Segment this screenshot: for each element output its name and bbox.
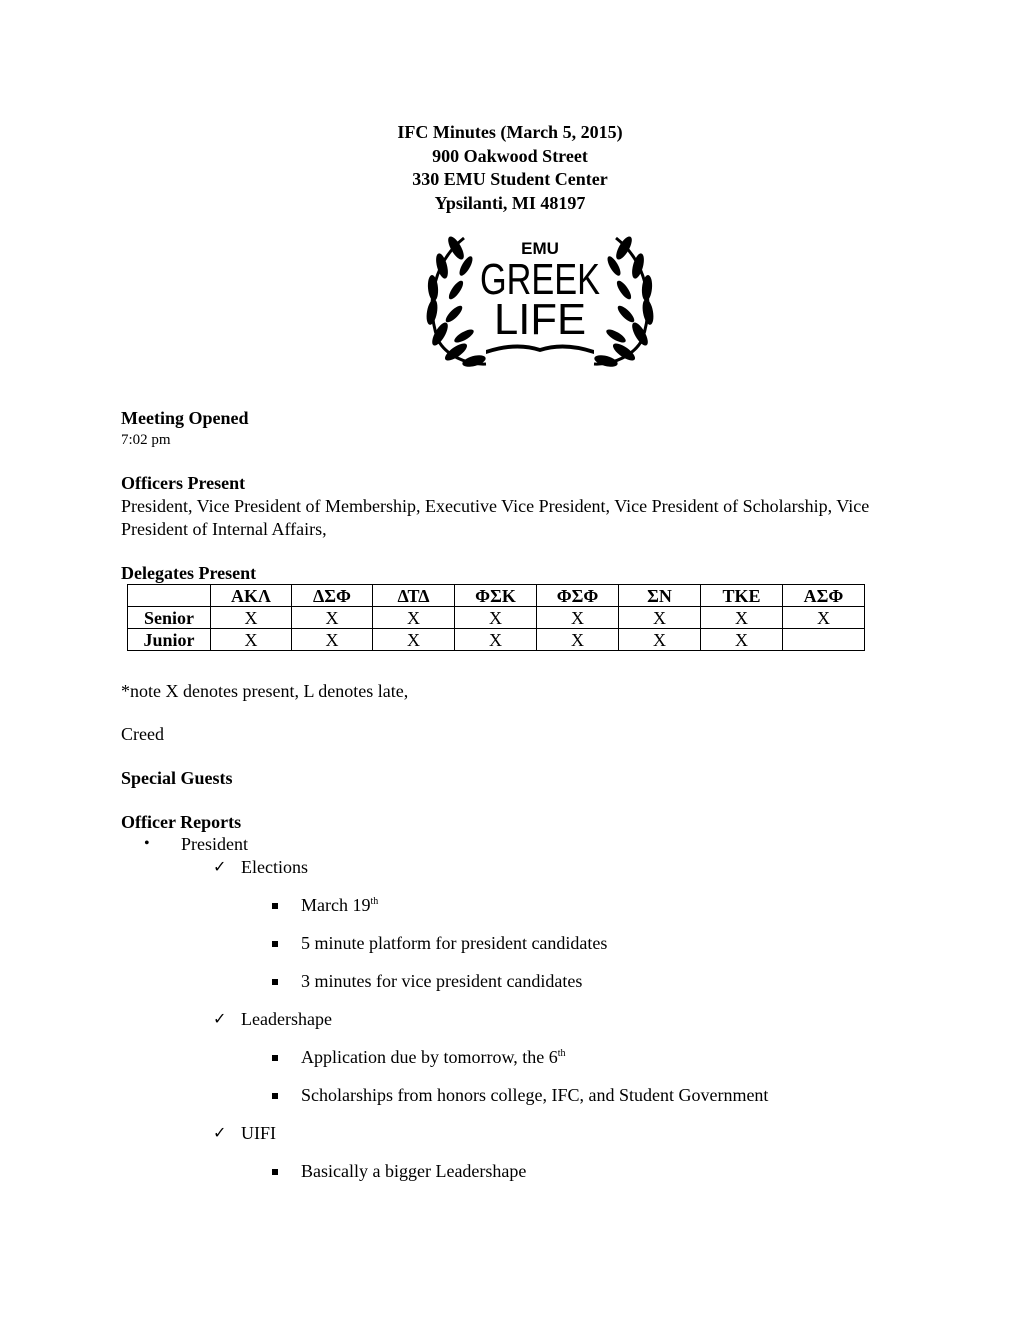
table-cell: X (537, 629, 619, 651)
table-cell: X (292, 629, 373, 651)
logo-emu-text: EMU (521, 239, 559, 258)
list-item-uifi: UIFI (241, 1123, 276, 1143)
column-header: ΤΚΕ (701, 585, 783, 607)
bullet-icon: • (144, 835, 150, 852)
column-header: ΦΣΚ (455, 585, 537, 607)
table-cell: X (537, 607, 619, 629)
square-bullet-icon (272, 1093, 278, 1099)
officer-reports-heading: Officer Reports (121, 812, 242, 832)
list-item-vp-platform: 3 minutes for vice president candidates (301, 971, 583, 991)
table-cell: X (292, 607, 373, 629)
address-line-2: 330 EMU Student Center (412, 169, 608, 189)
emu-greek-life-logo (416, 230, 664, 370)
table-cell: X (619, 629, 701, 651)
table-cell: X (455, 607, 537, 629)
square-bullet-icon (272, 903, 278, 909)
table-cell: X (619, 607, 701, 629)
list-item-president: President (181, 834, 248, 854)
table-row (128, 607, 865, 629)
document-header (0, 121, 1020, 215)
table-row (128, 629, 865, 651)
table-cell: X (373, 607, 455, 629)
list-item-leadershape: Leadershape (241, 1009, 332, 1029)
column-header: ΦΣΦ (537, 585, 619, 607)
officers-present-text: President, Vice President of Membership, Executive Vice President, Vice President of Scholarship, Vice President of Internal Affairs, (121, 496, 870, 539)
list-item-uifi-description: Basically a bigger Leadershape (301, 1161, 527, 1181)
column-header: ΔΤΔ (373, 585, 455, 607)
square-bullet-icon (272, 941, 278, 947)
right-laurel-icon (593, 234, 655, 369)
column-header: ΣΝ (619, 585, 701, 607)
checkmark-icon: ✓ (213, 859, 227, 876)
logo-ribbon-icon (486, 344, 594, 354)
list-item-march-19: March 19th (301, 895, 379, 915)
address-line-1: 900 Oakwood Street (432, 145, 588, 166)
table-cell: X (783, 607, 865, 629)
attendance-note: *note X denotes present, L denotes late, (121, 681, 409, 701)
address-line-3: Ypsilanti, MI 48197 (434, 192, 586, 213)
row-header: Senior (128, 607, 211, 629)
column-header: ΑΚΛ (211, 585, 292, 607)
table-corner-cell (128, 585, 211, 607)
meeting-opened-heading: Meeting Opened (121, 408, 249, 428)
list-item-scholarships: Scholarships from honors college, IFC, and Student Government (301, 1085, 769, 1105)
column-header: ΑΣΦ (783, 585, 865, 607)
officers-present-heading: Officers Present (121, 473, 246, 493)
meeting-opened-time: 7:02 pm (121, 432, 171, 448)
document-title: IFC Minutes (March 5, 2015) (397, 122, 623, 142)
table-cell: X (211, 629, 292, 651)
table-cell: X (701, 607, 783, 629)
table-cell: X (211, 607, 292, 629)
row-header: Junior (128, 629, 211, 651)
table-cell: X (373, 629, 455, 651)
delegates-present-heading: Delegates Present (121, 563, 257, 583)
logo-life-text: LIFE (494, 295, 586, 344)
logo-greek-text: GREEK (480, 255, 600, 304)
table-header-row (128, 585, 865, 607)
left-laurel-icon (425, 234, 487, 369)
list-item-president-platform: 5 minute platform for president candidates (301, 933, 608, 953)
square-bullet-icon (272, 1169, 278, 1175)
list-item-application: Application due by tomorrow, the 6th (301, 1047, 566, 1067)
column-header: ΔΣΦ (292, 585, 373, 607)
delegates-table (127, 584, 865, 651)
table-cell (783, 629, 865, 651)
table-cell: X (455, 629, 537, 651)
checkmark-icon: ✓ (213, 1125, 227, 1142)
table-cell: X (701, 629, 783, 651)
special-guests-heading: Special Guests (121, 768, 233, 788)
checkmark-icon: ✓ (213, 1011, 227, 1028)
list-item-elections: Elections (241, 857, 308, 877)
square-bullet-icon (272, 979, 278, 985)
square-bullet-icon (272, 1055, 278, 1061)
creed-text: Creed (121, 724, 164, 744)
